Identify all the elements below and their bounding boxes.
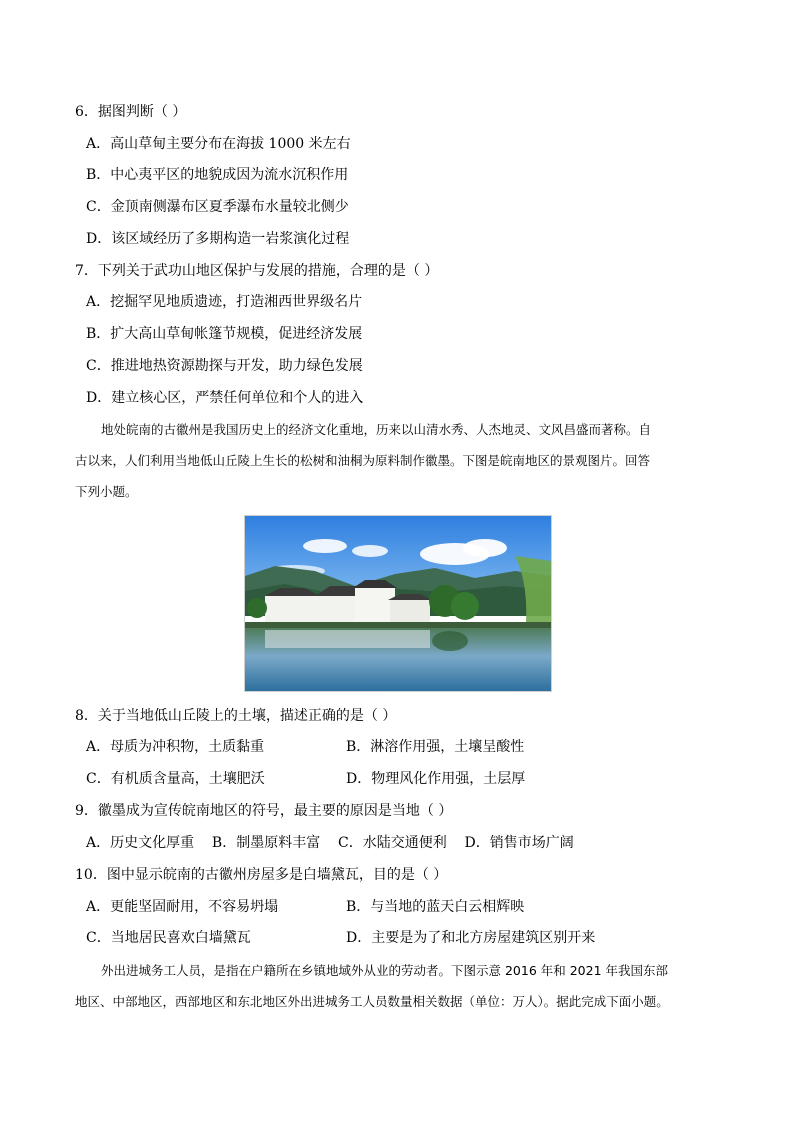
q10-stem: 10．图中显示皖南的古徽州房屋多是白墙黛瓦，目的是（ ） bbox=[75, 867, 448, 883]
q10-option-c: C．当地居民喜欢白墙黛瓦 bbox=[86, 930, 251, 946]
q10-option-b: B．与当地的蓝天白云相辉映 bbox=[346, 899, 525, 915]
q6-option-a: A．高山草甸主要分布在海拔 1000 米左右 bbox=[86, 136, 351, 152]
passage1-line3: 下列小题。 bbox=[75, 484, 138, 499]
landscape-photo bbox=[244, 515, 552, 692]
q8-option-b: B．淋溶作用强，土壤呈酸性 bbox=[346, 739, 525, 755]
q7-option-b: B．扩大高山草甸帐篷节规模，促进经济发展 bbox=[86, 326, 363, 342]
q7-option-a: A．挖掘罕见地质遗迹，打造湘西世界级名片 bbox=[86, 294, 363, 310]
passage1-line1: 地处皖南的古徽州是我国历史上的经济文化重地，历来以山清水秀、人杰地灵、文风昌盛而著称。自 bbox=[101, 422, 652, 437]
q8-option-d: D．物理风化作用强，土层厚 bbox=[346, 771, 526, 787]
q10-option-a: A．更能坚固耐用，不容易坍塌 bbox=[86, 899, 279, 915]
q6-option-d: D．该区域经历了多期构造一岩浆演化过程 bbox=[86, 231, 350, 247]
q10-option-d: D．主要是为了和北方房屋建筑区别开来 bbox=[346, 930, 596, 946]
passage1-line2: 古以来，人们利用当地低山丘陵上生长的松树和油桐为原料制作徽墨。下图是皖南地区的景观图片。回答 bbox=[75, 453, 651, 468]
passage2-line2: 地区、中部地区，西部地区和东北地区外出进城务工人员数量相关数据（单位：万人）。据此完成下面小题。 bbox=[75, 994, 669, 1009]
q6-stem: 6．据图判断（ ） bbox=[75, 104, 187, 120]
passage2-line1: 外出进城务工人员，是指在户籍所在乡镇地域外从业的劳动者。下图示意 2016 年和 2021 年我国东部 bbox=[101, 963, 669, 978]
q9-stem: 9．徽墨成为宣传皖南地区的符号，最主要的原因是当地（ ） bbox=[75, 803, 453, 819]
q8-option-c: C．有机质含量高，土壤肥沃 bbox=[86, 771, 265, 787]
q7-option-d: D．建立核心区，严禁任何单位和个人的进入 bbox=[86, 390, 364, 406]
q9-options: A．历史文化厚重 B．制墨原料丰富 C．水陆交通便利 D．销售市场广阔 bbox=[86, 835, 574, 851]
landscape-photo-icon bbox=[245, 516, 551, 691]
q7-option-c: C．推进地热资源勘探与开发，助力绿色发展 bbox=[86, 358, 363, 374]
q6-option-c: C．金顶南侧瀑布区夏季瀑布水量较北侧少 bbox=[86, 199, 349, 215]
q8-option-a: A．母质为冲积物，土质黏重 bbox=[86, 739, 265, 755]
q6-option-b: B．中心夷平区的地貌成因为流水沉积作用 bbox=[86, 167, 349, 183]
q8-stem: 8．关于当地低山丘陵上的土壤，描述正确的是（ ） bbox=[75, 708, 397, 724]
q7-stem: 7．下列关于武功山地区保护与发展的措施，合理的是（ ） bbox=[75, 263, 439, 279]
